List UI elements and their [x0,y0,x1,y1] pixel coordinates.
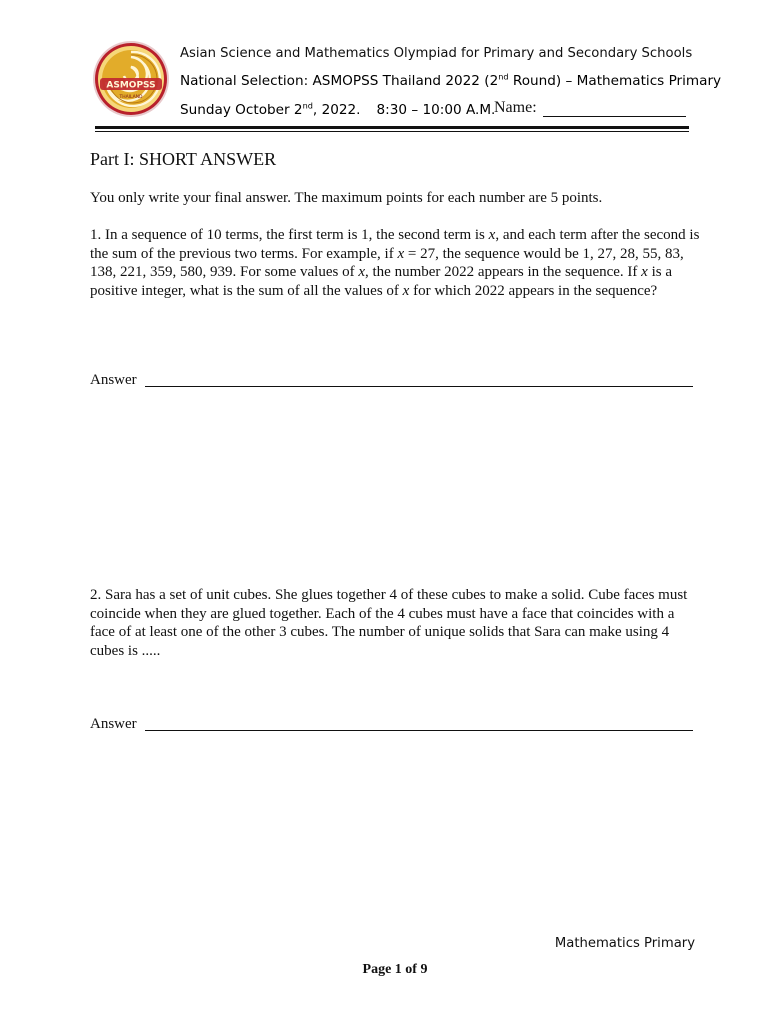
selection-title: National Selection: ASMOPSS Thailand 2022 (2nd Round) – Mathematics Primary [180,71,722,89]
footer-subject: Mathematics Primary [554,936,695,951]
header-divider-thick [95,126,689,129]
instructions: You only write your final answer. The maximum points for each number are 5 points. [90,190,603,206]
exam-time: 8:30 – 10:00 A.M. [376,102,496,118]
exam-date-time: Sunday October 2nd, 2022. 8:30 – 10:00 A.M. [180,100,496,118]
question-2: 2. Sara has a set of unit cubes. She glues together 4 of these cubes to make a solid. Cube faces must coincide when they are glued together. Each of the 4 cubes must have a face that coincides with a face of at least one of the other 3 cubes. The number of unique solids that Sara can make using 4 cubes is ..... [90,587,688,659]
svg-text:ASMOPSS: ASMOPSS [106,80,156,91]
name-label: Name: [494,99,537,116]
answer-2-label: Answer [90,716,137,732]
answer-1-label: Answer [90,372,137,388]
asmopss-logo [92,40,170,118]
answer-1-field[interactable] [145,386,693,387]
part-title: Part I: SHORT ANSWER [90,149,277,169]
header-divider-thin [95,131,689,132]
question-1: 1. In a sequence of 10 terms, the first term is 1, the second term is x, and each term after the second is the sum of the previous two terms. For example, if x = 27, the sequence would be 1, 27, 28, 55, 83, 138, 221, 359, 580, 939. For some values of x, the number 2022 appears in the sequence. If x is a positive integer, what is the sum of all the values of x for which 2022 appears in the sequence? [90,227,700,299]
olympiad-name: Asian Science and Mathematics Olympiad for Primary and Secondary Schools [180,46,693,61]
name-field[interactable] [543,116,686,117]
svg-text:THAILAND: THAILAND [119,95,143,100]
page-number: Page 1 of 9 [362,962,428,977]
answer-2-field[interactable] [145,730,693,731]
